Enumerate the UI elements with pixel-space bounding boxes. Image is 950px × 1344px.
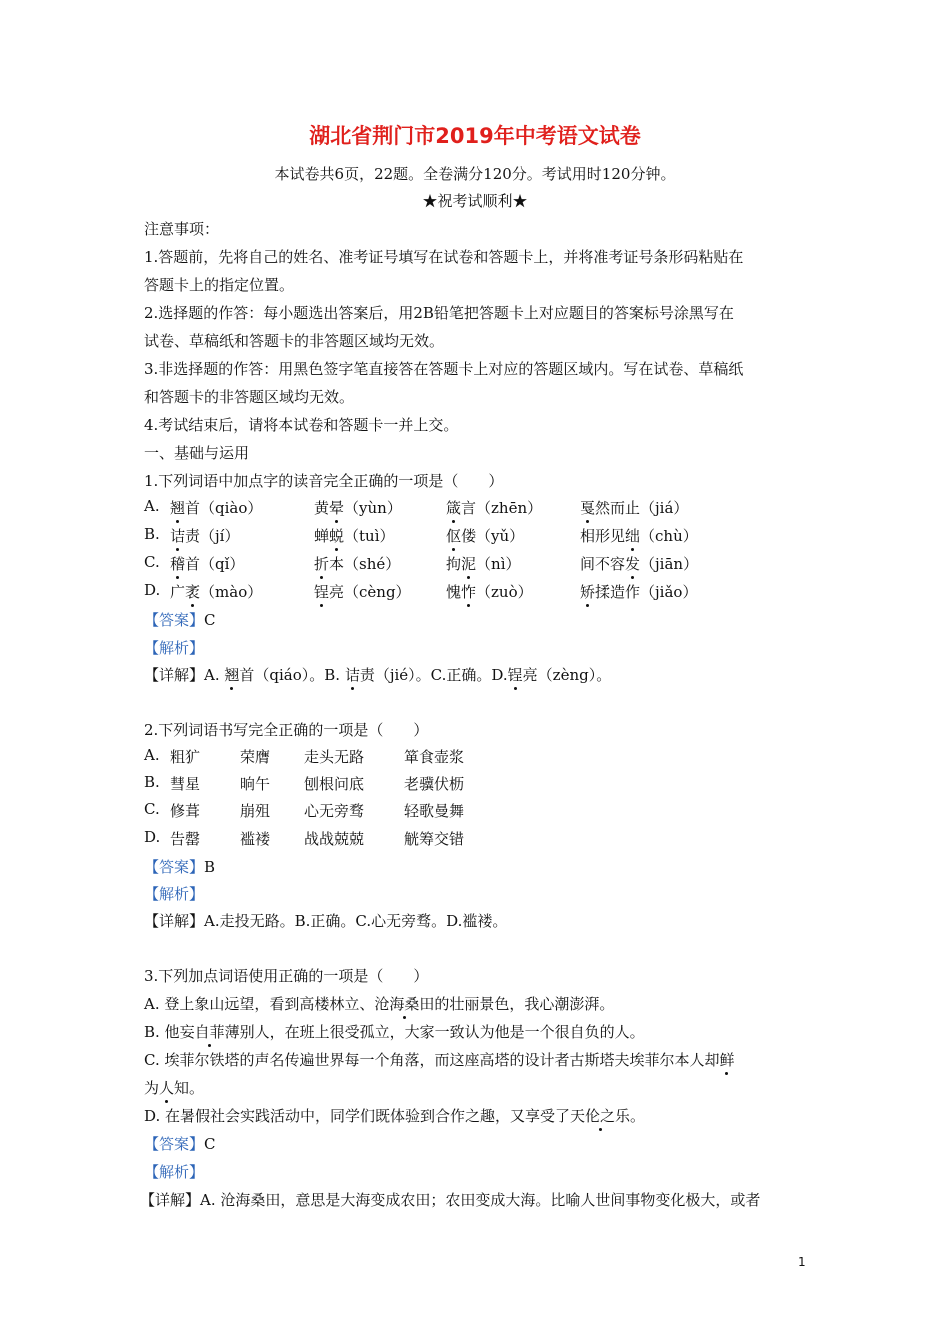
emphasis-dot-char: 袤 [185,583,201,601]
emphasis-dot-char: 矫 [580,583,596,601]
section-heading: 一、基础与运用 [144,444,250,462]
q1-analysis [144,637,204,658]
option-label: D. [144,581,161,599]
emphasis-dot-phrase: 为人知 [144,1079,190,1097]
q1-answer [144,609,216,630]
emphasis-dot-char: 怍 [461,583,477,601]
emphasis-dot-char: 锃 [314,583,330,601]
option-item: 戛然而止（jiá） [580,499,689,517]
option-label: B. [144,525,160,543]
emphasis-dot-char: 绌 [625,527,641,545]
emphasis-dot-char: 诘 [344,666,360,684]
option-item: 翘首（qiào） [170,499,263,517]
option-item: 箴言（zhēn） [446,499,543,517]
option-word: 晌午 [240,775,271,793]
notice-heading: 注意事项： [144,220,220,238]
q3-detail: 【详解】A. 沧海桑田，意思是大海变成农田；农田变成大海。比喻人世间事物变化极大，或者 [140,1191,761,1209]
q3-analysis [144,1161,204,1182]
option-label: A. [144,497,160,515]
option-label: A. [144,746,160,764]
emphasis-dot-char: 稽 [170,555,186,573]
emphasis-dot-char: 晕 [329,499,345,517]
emphasis-dot-char: 蜕 [329,527,345,545]
emphasis-dot-char: 折 [314,555,330,573]
option-label: C. [144,800,160,818]
option-item: 诘责（jí） [170,527,240,545]
option-label: D. [144,828,161,846]
option-word: 战战兢兢 [304,830,365,848]
q2-stem: 2.下列词语书写完全正确的一项是（ ） [144,721,429,739]
option-word: 荣膺 [240,748,271,766]
option-word: 崩殂 [240,802,271,820]
q3-stem: 3.下列加点词语使用正确的一项是（ ） [144,967,429,985]
answer-value: B [204,858,216,876]
option-item: 间不容发（jiān） [580,555,699,573]
analysis-tag: 【解析】 [144,885,205,903]
option-word: 告罄 [170,830,201,848]
q3-option-d: D. 在暑假社会实践活动中，同学们既体验到合作之趣，又享受了天伦之乐。 [144,1107,646,1125]
option-word: 褴褛 [240,830,271,848]
emphasis-dot-phrase: 妄自菲薄 [179,1023,240,1041]
option-item: 愧怍（zuò） [446,583,533,601]
option-word: 彗星 [170,775,201,793]
notice-line: 试卷、草稿纸和答题卡的非答题区域均无效。 [144,332,445,350]
notice-line: 答题卡上的指定位置。 [144,276,295,294]
emphasis-dot-char: 发 [625,555,641,573]
option-word: 轻歌曼舞 [404,802,465,820]
option-word: 觥筹交错 [404,830,465,848]
emphasis-dot-char: 戛 [580,499,596,517]
option-word: 箪食壶浆 [404,748,465,766]
notice-line: 1.答题前，先将自己的姓名、准考证号填写在试卷和答题卡上，并将准考证号条形码粘贴在 [144,248,744,266]
detail-tag: 【详解】 [140,1191,201,1209]
q1-stem: 1.下列词语中加点字的读音完全正确的一项是（ ） [144,472,504,490]
page-title: 湖北省荆门市2019年中考语文试卷 [309,124,641,148]
option-word: 老骥伏枥 [404,775,465,793]
option-item: 伛偻（yǔ） [446,527,525,545]
q3-answer [144,1133,216,1154]
option-label: C. [144,553,160,571]
emphasis-dot-phrase: 鲜 [719,1051,735,1069]
option-item: 拘泥（nì） [446,555,521,573]
option-item: 折本（shé） [314,555,401,573]
q3-option-c-cont: 为人知。 [144,1079,205,1097]
option-item: 锃亮（cèng） [314,583,411,601]
answer-tag: 【答案】 [144,1135,205,1153]
answer-tag: 【答案】 [144,611,205,629]
option-item: 黄晕（yùn） [314,499,402,517]
analysis-tag: 【解析】 [144,639,205,657]
page-number: 1 [798,1255,806,1269]
notice-line: 4.考试结束后，请将本试卷和答题卡一并上交。 [144,416,459,434]
notice-line: 2.选择题的作答：每小题选出答案后，用2B铅笔把答题卡上对应题目的答案标号涂黑写在 [144,304,734,322]
detail-tag: 【详解】 [144,666,205,684]
answer-value: C [204,1135,216,1153]
option-item: 稽首（qǐ） [170,555,245,573]
q3-option-a: A. 登上象山远望，看到高楼林立、沧海桑田的壮丽景色，我心潮澎湃。 [144,995,615,1013]
q3-option-c: C. 埃菲尔铁塔的声名传遍世界每一个角落，而这座高塔的设计者古斯塔夫埃菲尔本人却鲜 [144,1051,735,1069]
emphasis-dot-char: 箴 [446,499,462,517]
answer-value: C [204,611,216,629]
emphasis-dot-char: 翘 [224,666,240,684]
emphasis-dot-char: 诘 [170,527,186,545]
option-word: 修葺 [170,802,201,820]
analysis-tag: 【解析】 [144,1163,205,1181]
option-word: 走头无路 [304,748,365,766]
option-item: 蝉蜕（tuì） [314,527,395,545]
exam-info: 本试卷共6页，22题。全卷满分120分。考试用时120分钟。 [274,165,676,183]
q2-answer [144,856,215,877]
answer-tag: 【答案】 [144,858,205,876]
notice-line: 3.非选择题的作答：用黑色签字笔直接答在答题卡上对应的答题区域内。写在试卷、草稿纸 [144,360,744,378]
emphasis-dot-char: 伛 [446,527,462,545]
option-item: 相形见绌（chù） [580,527,698,545]
emphasis-dot-phrase: 沧海桑田 [374,995,435,1013]
option-label: B. [144,773,160,791]
q2-analysis [144,883,204,904]
option-word: 刨根问底 [304,775,365,793]
option-word: 心无旁骛 [304,802,365,820]
option-item: 广袤（mào） [170,583,263,601]
emphasis-dot-char: 翘 [170,499,186,517]
detail-tag: 【详解】 [144,912,205,930]
q3-option-b: B. 他妄自菲薄别人，在班上很受孤立，大家一致认为他是一个很自负的人。 [144,1023,645,1041]
option-item: 矫揉造作（jiǎo） [580,583,698,601]
motto: ★祝考试顺利★ [422,192,528,210]
emphasis-dot-phrase: 天伦之乐 [570,1107,631,1125]
q2-detail: 【详解】A.走投无路。B.正确。C.心无旁骛。D.褴褛。 [144,912,508,930]
q1-detail: 【详解】A. 翘首（qiáo）。B. 诘责（jié）。C.正确。D.锃亮（zèng）。 [144,666,612,684]
notice-line: 和答题卡的非答题区域均无效。 [144,388,355,406]
emphasis-dot-char: 锃 [507,666,523,684]
option-word: 粗犷 [170,748,201,766]
emphasis-dot-char: 泥 [461,555,477,573]
